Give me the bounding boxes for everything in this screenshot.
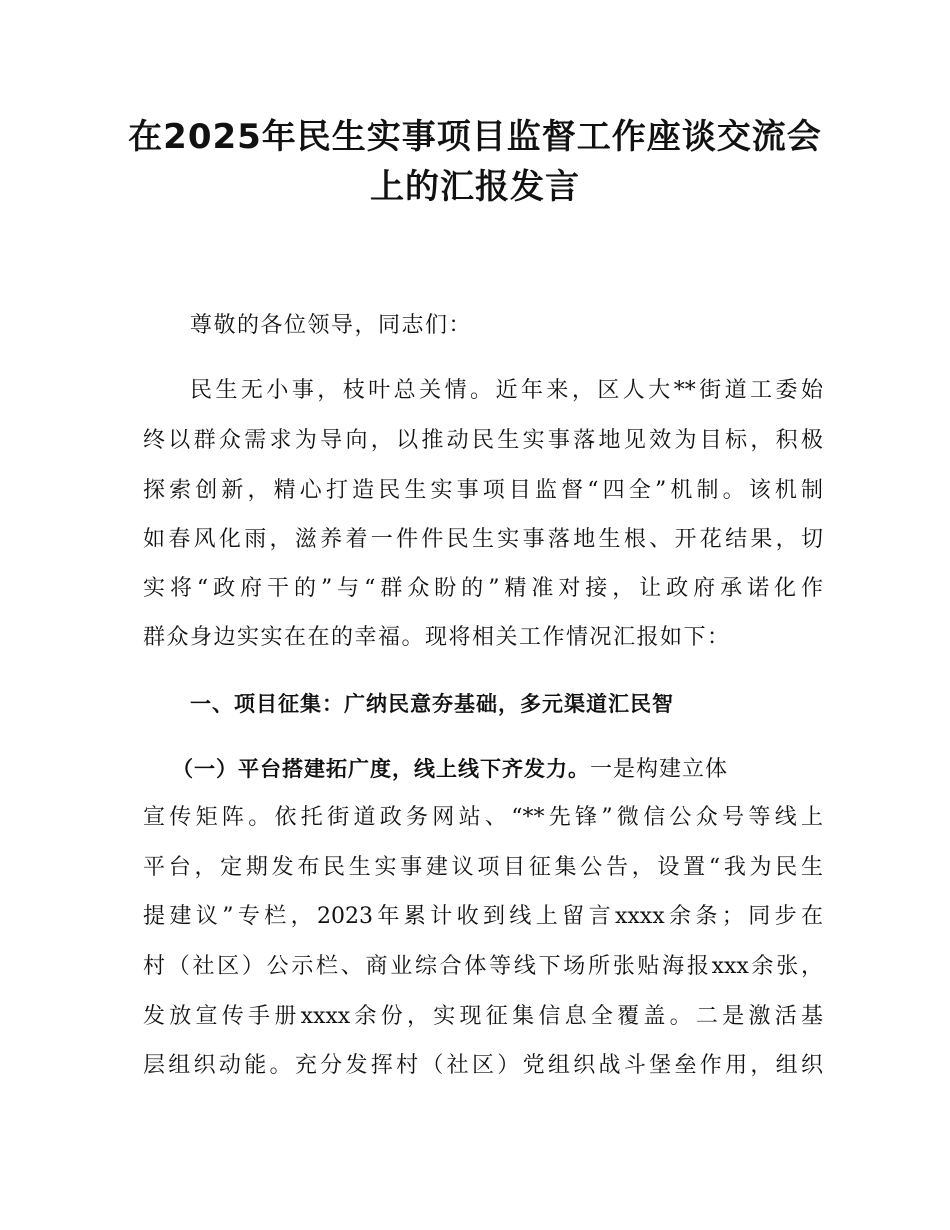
title-line-2: 上的汇报发言	[370, 167, 580, 207]
intro-line-2: 终以群众需求为导向，以推动民生实事落地见效为目标，积极	[143, 428, 823, 453]
title-line-1: 在2025年民生实事项目监督工作座谈交流会	[128, 117, 822, 157]
subsection-line-1: 宣传矩阵。依托街道政务网站、“**先锋”微信公众号等线上	[143, 805, 823, 830]
subsection-line-3: 提建议”专栏，2023年累计收到线上留言xxxx余条；同步在	[143, 904, 823, 929]
salutation: 尊敬的各位领导，同志们：	[190, 313, 473, 338]
subsection-first-line	[172, 755, 823, 784]
section-heading: 一、项目征集：广纳民意夯基础，多元渠道汇民智	[190, 692, 674, 716]
subsection-line-4: 村（社区）公示栏、商业综合体等线下场所张贴海报xxx余张，	[143, 954, 823, 979]
intro-line-3: 探索创新，精心打造民生实事项目监督“四全”机制。该机制	[143, 478, 823, 503]
subsection-heading: （一）平台搭建拓广度，线上线下齐发力。	[172, 757, 590, 781]
intro-line-5: 实将“政府干的”与“群众盼的”精准对接，让政府承诺化作	[143, 576, 823, 601]
subsection-line-5: 发放宣传手册xxxx余份，实现征集信息全覆盖。二是激活基	[143, 1004, 823, 1029]
document-title	[120, 112, 830, 212]
subsection-line-6: 层组织动能。充分发挥村（社区）党组织战斗堡垒作用，组织	[143, 1053, 823, 1078]
subsection-first-line-rest: 一是构建立体	[590, 757, 729, 782]
subsection-line-2: 平台，定期发布民生实事建议项目征集公告，设置“我为民生	[143, 855, 823, 880]
intro-line-4: 如春风化雨，滋养着一件件民生实事落地生根、开花结果，切	[143, 527, 823, 552]
intro-line-6: 群众身边实实在在的幸福。现将相关工作情况汇报如下：	[143, 625, 731, 650]
intro-line-1: 民生无小事，枝叶总关情。近年来，区人大**街道工委始	[190, 378, 823, 403]
